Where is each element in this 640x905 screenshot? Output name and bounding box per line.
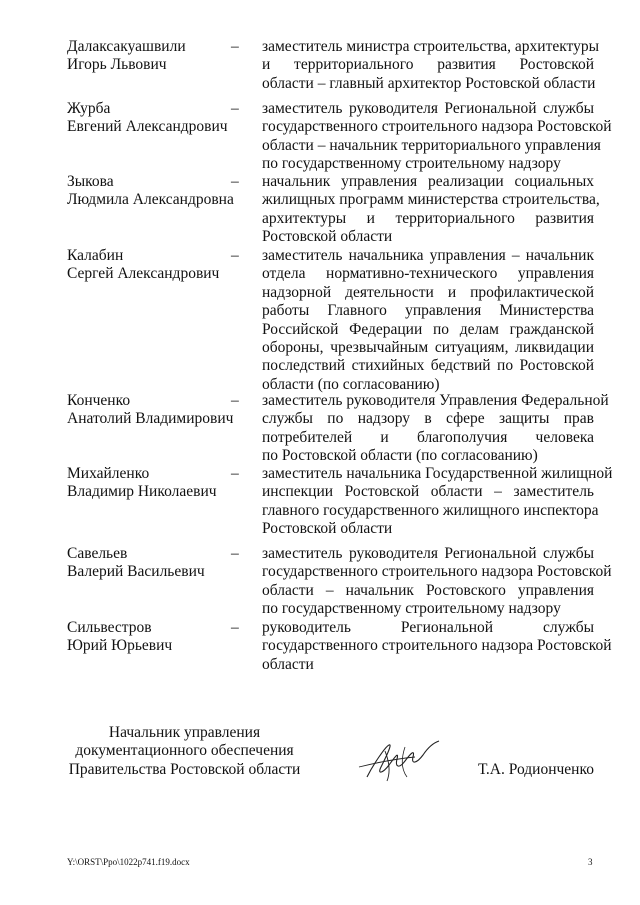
signer-position xyxy=(67,724,302,779)
member-description-line: Российской Федерации по делам гражданской xyxy=(262,320,594,338)
member-description-line: отдела нормативно-технического управления xyxy=(262,265,594,283)
member-description xyxy=(262,392,609,466)
member-description-line: надзорной деятельности и профилактической xyxy=(262,283,594,301)
member-name xyxy=(67,392,237,429)
member-description-line: заместитель начальника Государственной жилищной xyxy=(262,465,613,482)
member-name-line: Валерий Васильевич xyxy=(67,563,205,581)
member-name xyxy=(67,38,237,75)
member-description-line: государственного строительного надзора Ростовской xyxy=(262,563,612,581)
signer-name: Т.А. Родионченко xyxy=(478,761,594,778)
member-description-line: инспекции Ростовской области – заместитель xyxy=(262,483,594,501)
member-description-line: службы по надзору в сфере защиты прав xyxy=(262,410,594,428)
member-description-line: области – начальник территориального управления xyxy=(262,136,601,154)
member-name-line: Сильвестров xyxy=(67,619,152,636)
member-description xyxy=(262,465,613,539)
member-description-line: заместитель руководителя Региональной службы xyxy=(262,100,594,117)
handwritten-signature xyxy=(355,737,450,785)
member-name-line: Далаксакуашвили xyxy=(67,38,186,55)
signer-position-line: документационного обеспечения xyxy=(75,742,294,760)
signer-position-line: Начальник управления xyxy=(108,724,261,741)
member-description-line: начальник управления реализации социальных xyxy=(262,173,594,190)
member-description xyxy=(262,619,612,674)
member-name-line: Журба xyxy=(67,100,111,117)
member-description-line: государственного строительного надзора Ростовской xyxy=(262,118,612,136)
member-description-line: и территориального развития Ростовской xyxy=(262,56,594,74)
member-description-line: заместитель руководителя Управления Федеральной xyxy=(262,392,609,409)
member-name-line: Михайленко xyxy=(67,465,150,482)
member-dash: – xyxy=(231,619,239,636)
member-description-line: области xyxy=(262,655,314,673)
member-description-line: по Ростовской области (по согласованию) xyxy=(262,447,538,465)
member-description-line: жилищных программ министерства строительства, xyxy=(262,191,600,209)
member-description xyxy=(262,173,600,247)
member-description-line: государственного строительного надзора Ростовской xyxy=(262,637,612,655)
member-dash: – xyxy=(231,465,239,482)
member-name-line: Конченко xyxy=(67,392,131,409)
member-description-line: области (по согласованию) xyxy=(262,375,440,393)
member-description-line: заместитель руководителя Региональной службы xyxy=(262,545,594,562)
member-dash: – xyxy=(231,545,239,562)
member-description-line: заместитель начальника управления – начальник xyxy=(262,247,594,264)
member-name-line: Евгений Александрович xyxy=(67,118,228,136)
member-name-line: Игорь Львович xyxy=(67,56,167,74)
member-name-line: Людмила Александровна xyxy=(67,191,234,209)
member-description xyxy=(262,38,600,93)
member-description-line: руководитель Региональной службы xyxy=(262,619,594,636)
member-name xyxy=(67,545,237,582)
member-description-line: работы Главного управления Министерства xyxy=(262,302,594,320)
member-description-line: области – начальник Ростовского управления xyxy=(262,581,594,599)
member-description xyxy=(262,545,612,619)
member-description xyxy=(262,100,612,174)
member-description-line: последствий стихийных бедствий по Ростовской xyxy=(262,357,594,375)
member-name-line: Калабин xyxy=(67,247,124,264)
member-description-line: главного государственного жилищного инспектора xyxy=(262,501,599,519)
page-number: 3 xyxy=(588,857,593,867)
member-description-line: потребителей и благополучия человека xyxy=(262,428,594,446)
member-description-line: архитектуры и территориального развития xyxy=(262,209,594,227)
member-description-line: заместитель министра строительства, архитектуры xyxy=(262,38,600,55)
file-path: Y:\ORST\Ppo\1022p741.f19.docx xyxy=(67,857,190,867)
member-dash: – xyxy=(231,100,239,117)
member-description-line: области – главный архитектор Ростовской области xyxy=(262,74,596,92)
member-description-line: Ростовской области xyxy=(262,520,393,538)
member-name xyxy=(67,465,237,502)
member-name-line: Анатолий Владимирович xyxy=(67,410,234,428)
member-description xyxy=(262,247,594,394)
member-name xyxy=(67,619,237,656)
member-name xyxy=(67,173,237,210)
signer-position-line: Правительства Ростовской области xyxy=(68,760,301,778)
member-name xyxy=(67,247,237,284)
member-dash: – xyxy=(231,392,239,409)
member-name-line: Владимир Николаевич xyxy=(67,483,217,501)
member-dash: – xyxy=(231,247,239,264)
member-dash: – xyxy=(231,173,239,190)
member-description-line: Ростовской области xyxy=(262,228,393,246)
member-name-line: Зыкова xyxy=(67,173,114,190)
member-name-line: Юрий Юрьевич xyxy=(67,637,173,655)
member-dash: – xyxy=(231,38,239,55)
member-name xyxy=(67,100,237,137)
member-description-line: обороны, чрезвычайным ситуациям, ликвидации xyxy=(262,339,594,357)
member-description-line: по государственному строительному надзору xyxy=(262,600,561,618)
member-description-line: по государственному строительному надзору xyxy=(262,155,561,173)
member-name-line: Савельев xyxy=(67,545,128,562)
member-name-line: Сергей Александрович xyxy=(67,265,220,283)
